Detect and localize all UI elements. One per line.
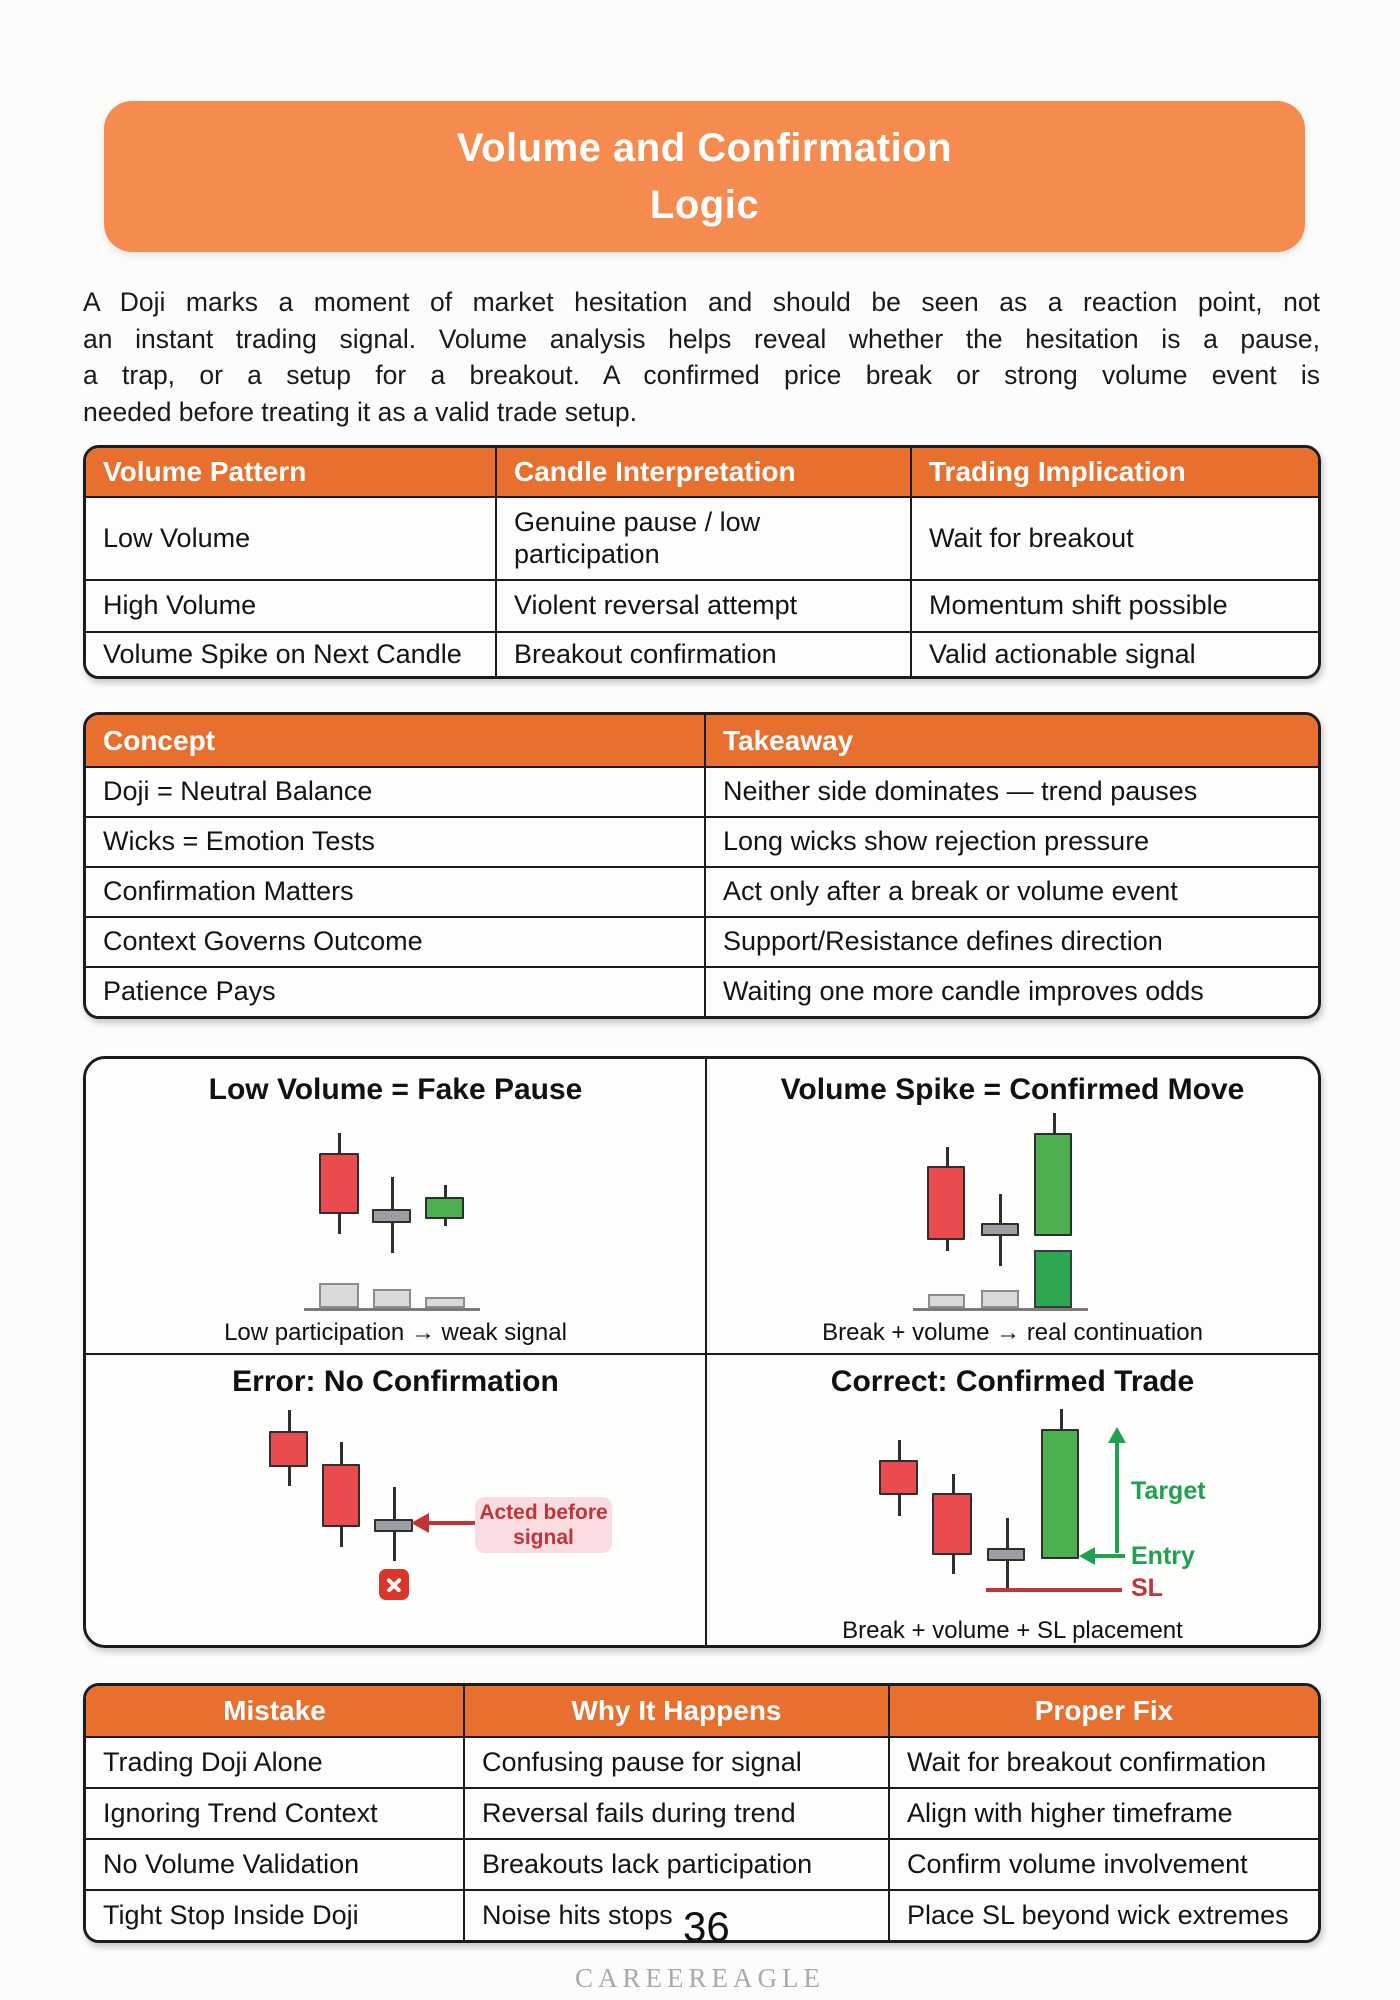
table-cell: Valid actionable signal bbox=[910, 631, 1318, 676]
sl-label: SL bbox=[1131, 1574, 1163, 1602]
table-cell: Confusing pause for signal bbox=[463, 1736, 888, 1787]
table-cell: Neither side dominates — trend pauses bbox=[704, 766, 1318, 816]
table-cell: Noise hits stops bbox=[463, 1889, 888, 1940]
volume-baseline bbox=[913, 1308, 1088, 1311]
table-cell: Place SL beyond wick extremes bbox=[888, 1889, 1318, 1940]
concept-takeaway-table bbox=[83, 712, 1321, 1019]
table-cell: Doji = Neutral Balance bbox=[86, 766, 704, 816]
error-x-icon bbox=[379, 1569, 409, 1600]
table-cell: Confirm volume involvement bbox=[888, 1838, 1318, 1889]
table-cell: Wait for breakout bbox=[910, 496, 1318, 579]
table-cell: Reversal fails during trend bbox=[463, 1787, 888, 1838]
page-title-line-1: Volume and Confirmation bbox=[456, 125, 953, 170]
panel-low-volume-fake-pause bbox=[86, 1059, 705, 1353]
doji-candle bbox=[372, 1209, 411, 1223]
green-volume-spike-bar bbox=[1034, 1250, 1072, 1308]
table-cell: Confirmation Matters bbox=[86, 866, 704, 916]
table-cell: Tight Stop Inside Doji bbox=[86, 1889, 463, 1940]
column-header: Mistake bbox=[86, 1686, 463, 1736]
volume-bar bbox=[981, 1290, 1019, 1308]
candle-wick bbox=[1060, 1409, 1063, 1431]
panel-caption: Break + volume → real continuation bbox=[822, 1319, 1203, 1346]
table-cell: Genuine pause / low participation bbox=[495, 496, 910, 579]
red-candle bbox=[319, 1153, 359, 1214]
red-candle bbox=[879, 1460, 918, 1495]
table-cell: Context Governs Outcome bbox=[86, 916, 704, 966]
table-cell: Violent reversal attempt bbox=[495, 579, 910, 631]
column-header: Takeaway bbox=[704, 715, 1318, 766]
doji-candle bbox=[987, 1548, 1025, 1561]
panel-title: Low Volume = Fake Pause bbox=[208, 1073, 583, 1106]
column-header: Candle Interpretation bbox=[495, 448, 910, 496]
callout-line: Acted before bbox=[479, 1501, 608, 1524]
entry-arrow-head-icon bbox=[1079, 1547, 1095, 1565]
intro-paragraph bbox=[83, 284, 1320, 430]
red-candle bbox=[932, 1493, 972, 1555]
table-cell: Waiting one more candle improves odds bbox=[704, 966, 1318, 1016]
volume-bar bbox=[928, 1294, 965, 1308]
entry-arrow-shaft bbox=[1095, 1554, 1125, 1558]
footer-brand: CAREEREAGLE bbox=[575, 1963, 825, 1993]
red-candle bbox=[927, 1166, 965, 1240]
volume-pattern-table bbox=[83, 445, 1321, 679]
table-cell: Ignoring Trend Context bbox=[86, 1787, 463, 1838]
stop-loss-line bbox=[986, 1588, 1122, 1592]
table-cell: Act only after a break or volume event bbox=[704, 866, 1318, 916]
doji-candle bbox=[374, 1519, 413, 1532]
table-cell: Wait for breakout confirmation bbox=[888, 1736, 1318, 1787]
panel-title: Volume Spike = Confirmed Move bbox=[780, 1073, 1245, 1106]
panel-error-no-confirmation bbox=[86, 1353, 705, 1645]
panel-correct-confirmed-trade bbox=[705, 1353, 1318, 1645]
intro-line: an instant trading signal. Volume analysis helps reveal whether the hesitation is a pause, bbox=[83, 323, 1320, 354]
table-cell: Breakouts lack participation bbox=[463, 1838, 888, 1889]
panel-caption: Break + volume + SL placement bbox=[842, 1617, 1183, 1644]
volume-baseline bbox=[304, 1308, 480, 1311]
table-cell: Volume Spike on Next Candle bbox=[86, 631, 495, 676]
table-cell: No Volume Validation bbox=[86, 1838, 463, 1889]
arrow-shaft bbox=[427, 1521, 476, 1525]
column-header: Concept bbox=[86, 715, 704, 766]
table-cell: Trading Doji Alone bbox=[86, 1736, 463, 1787]
table-cell: Momentum shift possible bbox=[910, 579, 1318, 631]
intro-line: a trap, or a setup for a breakout. A confirmed price break or strong volume event is bbox=[83, 360, 1320, 391]
candlestick-examples-grid bbox=[83, 1056, 1321, 1648]
big-green-candle bbox=[1041, 1429, 1079, 1559]
target-label: Target bbox=[1131, 1477, 1206, 1505]
intro-line: needed before treating it as a valid trade setup. bbox=[83, 396, 637, 427]
table-cell: Breakout confirmation bbox=[495, 631, 910, 676]
column-header: Why It Happens bbox=[463, 1686, 888, 1736]
acted-before-signal-callout bbox=[475, 1497, 612, 1553]
table-cell: Low Volume bbox=[86, 496, 495, 579]
table-cell: Long wicks show rejection pressure bbox=[704, 816, 1318, 866]
panel-title: Error: No Confirmation bbox=[232, 1365, 559, 1398]
page-title-banner bbox=[104, 101, 1305, 252]
volume-bar bbox=[319, 1283, 359, 1308]
page-title-line-2: Logic bbox=[649, 182, 760, 227]
column-header: Proper Fix bbox=[888, 1686, 1318, 1736]
page-number: 36 bbox=[683, 1903, 730, 1950]
panel-caption: Low participation → weak signal bbox=[224, 1319, 567, 1346]
table-cell: Support/Resistance defines direction bbox=[704, 916, 1318, 966]
volume-bar bbox=[425, 1297, 465, 1308]
red-candle bbox=[269, 1431, 308, 1467]
callout-line: signal bbox=[513, 1526, 574, 1549]
table-cell: Align with higher timeframe bbox=[888, 1787, 1318, 1838]
big-green-candle bbox=[1034, 1133, 1072, 1236]
target-arrow-shaft bbox=[1115, 1441, 1119, 1553]
intro-line: A Doji marks a moment of market hesitation and should be seen as a reaction point, not bbox=[83, 287, 1320, 317]
volume-bar bbox=[373, 1289, 411, 1308]
red-candle bbox=[322, 1464, 360, 1527]
entry-label: Entry bbox=[1131, 1542, 1195, 1570]
panel-title: Correct: Confirmed Trade bbox=[830, 1365, 1195, 1398]
column-header: Volume Pattern bbox=[86, 448, 495, 496]
green-candle bbox=[425, 1197, 464, 1219]
table-cell: High Volume bbox=[86, 579, 495, 631]
table-cell: Patience Pays bbox=[86, 966, 704, 1016]
doji-candle bbox=[981, 1223, 1019, 1236]
panel-volume-spike-confirmed-move bbox=[705, 1059, 1318, 1353]
table-cell: Wicks = Emotion Tests bbox=[86, 816, 704, 866]
column-header: Trading Implication bbox=[910, 448, 1318, 496]
